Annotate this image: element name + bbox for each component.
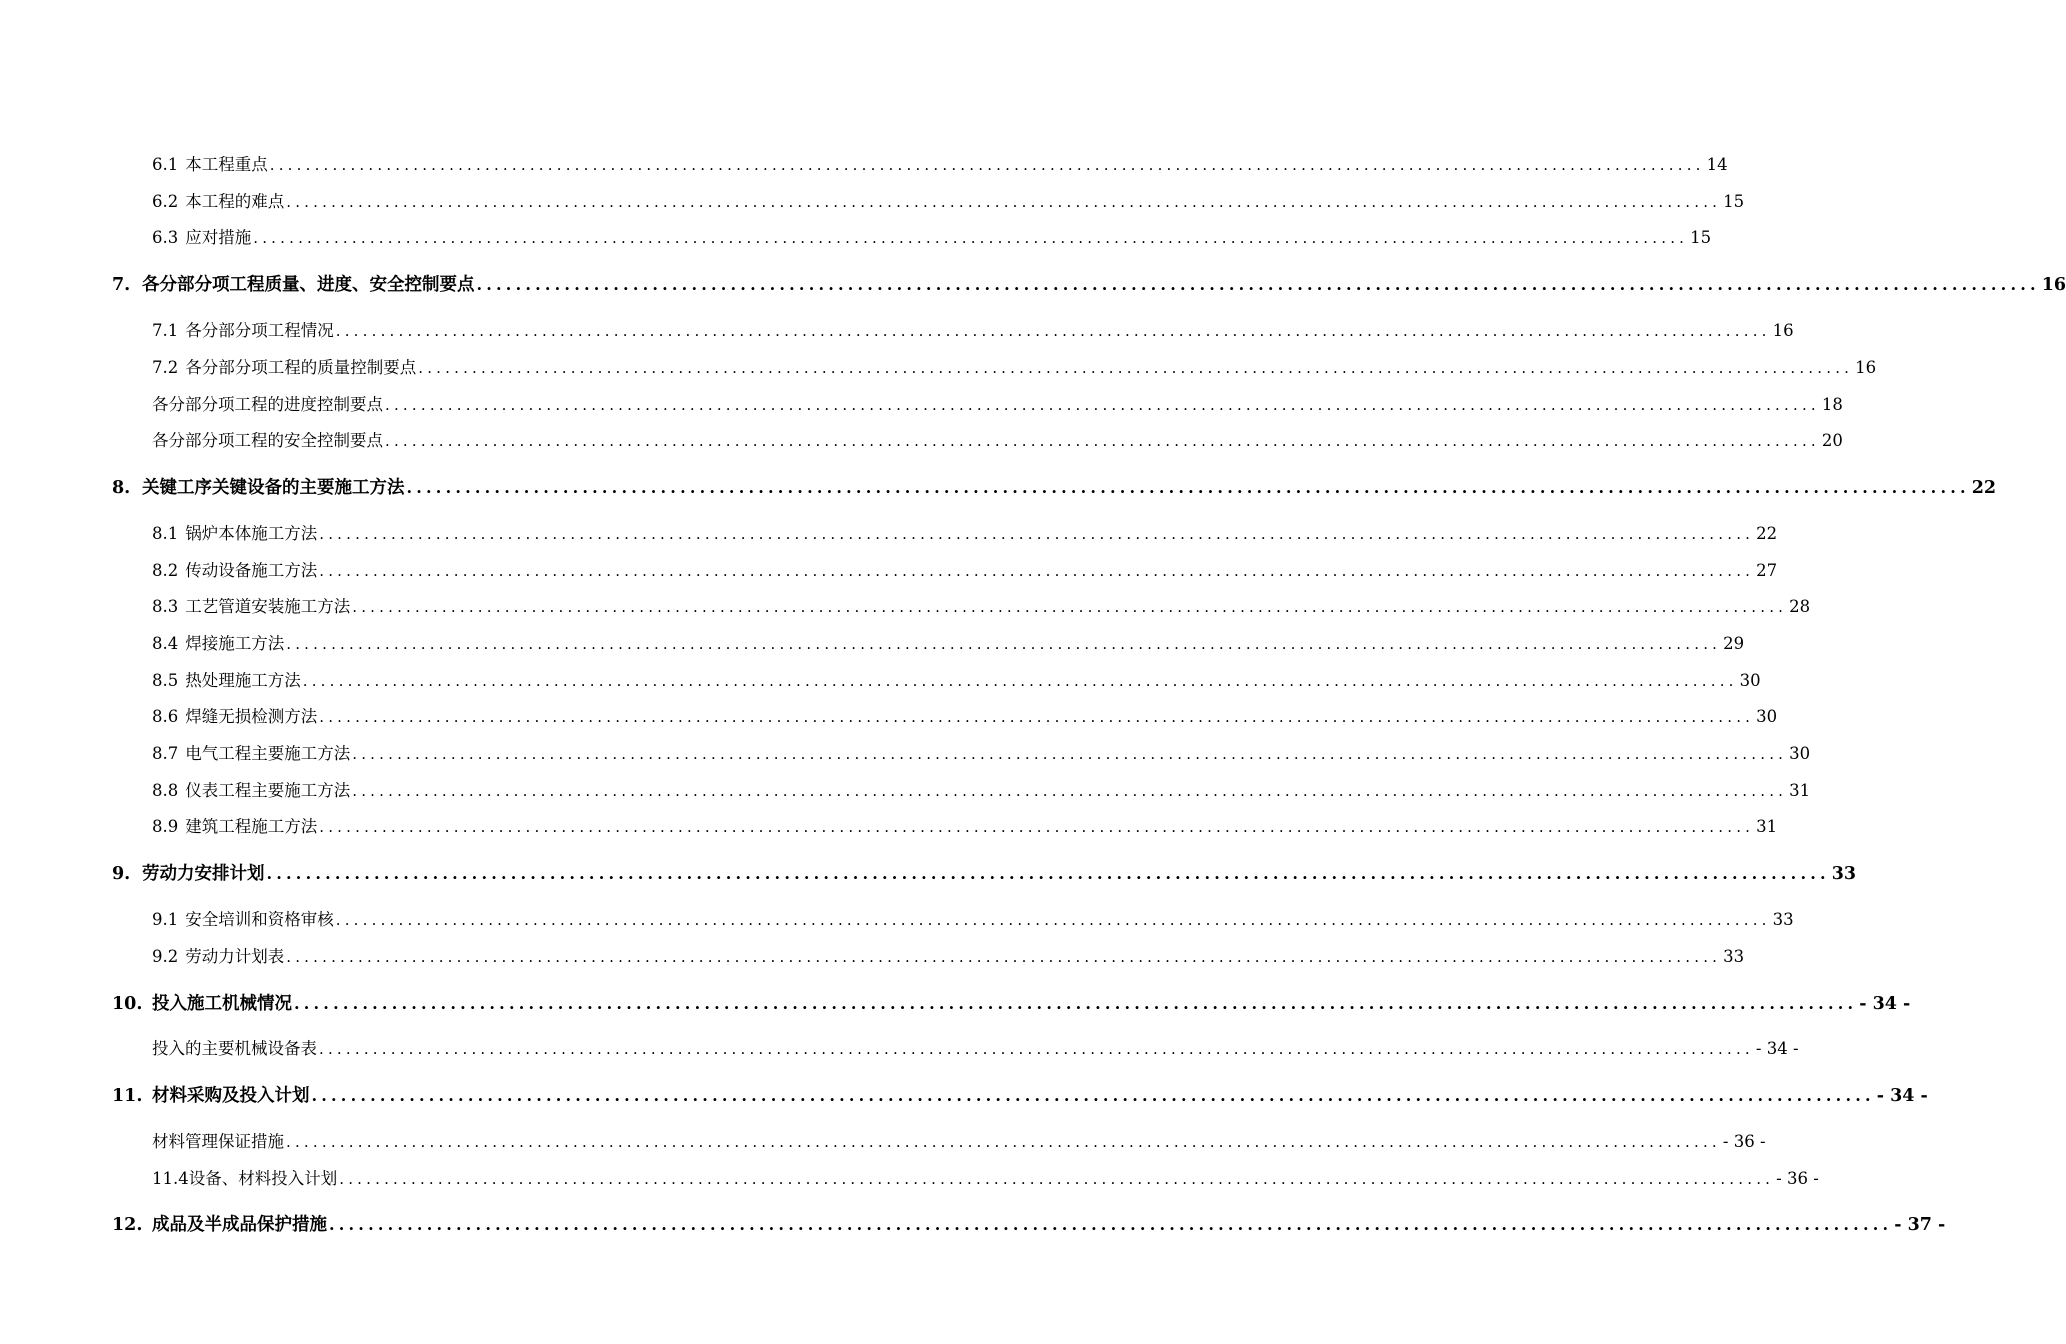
- toc-entry-number: 8.3: [152, 597, 179, 616]
- toc-page-number: 30: [1739, 671, 1761, 690]
- toc-entry-number: 9.: [112, 864, 131, 884]
- toc-page-number: - 37 -: [1894, 1215, 1946, 1235]
- toc-entry-title: 锅炉本体施工方法: [185, 524, 318, 543]
- toc-dot-leader: ................................................................................................................................................................: [319, 525, 1755, 543]
- toc-entry-number: 7.: [112, 275, 131, 295]
- toc-entry-number: 8.2: [152, 561, 179, 580]
- toc-dot-leader: ................................................................................................................................................................: [286, 635, 1722, 653]
- toc-entry-title: 工艺管道安装施工方法: [185, 597, 351, 616]
- toc-section-entry[interactable]: [152, 702, 1778, 728]
- toc-entry-title: 焊接施工方法: [185, 634, 285, 653]
- toc-section-entry[interactable]: [152, 1164, 1819, 1190]
- toc-dot-leader: ................................................................................................................................................................: [294, 994, 1858, 1013]
- toc-section-entry[interactable]: [152, 519, 1778, 545]
- toc-page-number: 22: [1756, 524, 1778, 543]
- toc-entry-number: 7.2: [152, 358, 179, 377]
- toc-entry-title: 本工程重点: [185, 155, 268, 174]
- toc-page-number: 16: [1855, 358, 1877, 377]
- toc-dot-leader: ................................................................................................................................................................: [253, 229, 1689, 247]
- toc-entry-title: 关键工序关键设备的主要施工方法: [142, 478, 405, 498]
- toc-dot-leader: ................................................................................................................................................................: [339, 1170, 1775, 1188]
- toc-page-number: 22: [1971, 478, 1997, 498]
- toc-page-number: 15: [1690, 228, 1712, 247]
- toc-page-number: 15: [1723, 192, 1745, 211]
- toc-dot-leader: ................................................................................................................................................................: [406, 478, 1970, 497]
- toc-entry-title: 成品及半成品保护措施: [152, 1215, 327, 1235]
- toc-page-number: 33: [1772, 910, 1794, 929]
- toc-dot-leader: ................................................................................................................................................................: [266, 864, 1830, 883]
- toc-entry-number: 8.6: [152, 707, 179, 726]
- toc-dot-leader: ................................................................................................................................................................: [302, 672, 1738, 690]
- toc-dot-leader: ................................................................................................................................................................: [352, 782, 1788, 800]
- toc-dot-leader: ................................................................................................................................................................: [418, 359, 1854, 377]
- toc-dot-leader: ................................................................................................................................................................: [286, 948, 1722, 966]
- toc-page-number: - 34 -: [1876, 1086, 1928, 1106]
- toc-page-number: 33: [1831, 864, 1857, 884]
- toc-section-entry[interactable]: [152, 942, 1745, 968]
- toc-entry-title: 各分部分项工程的质量控制要点: [185, 358, 417, 377]
- toc-entry-title: 建筑工程施工方法: [185, 817, 318, 836]
- toc-section-entry[interactable]: [152, 187, 1745, 213]
- toc-section-entry[interactable]: [152, 223, 1712, 249]
- toc-entry-title: 各分部分项工程的安全控制要点: [152, 431, 383, 450]
- toc-section-entry[interactable]: [152, 556, 1778, 582]
- toc-entry-number: 8.8: [152, 781, 179, 800]
- toc-dot-leader: ................................................................................................................................................................: [319, 562, 1755, 580]
- toc-section-entry[interactable]: [152, 316, 1794, 342]
- toc-entry-title: 11.4设备、材料投入计划: [152, 1169, 338, 1188]
- toc-entry-title: 劳动力安排计划: [142, 864, 265, 884]
- toc-section-entry[interactable]: [152, 150, 1728, 176]
- toc-entry-title: 投入的主要机械设备表: [152, 1039, 317, 1058]
- toc-entry-title: 安全培训和资格审核: [185, 910, 334, 929]
- toc-entry-title: 本工程的难点: [185, 192, 285, 211]
- toc-page-number: 30: [1789, 744, 1811, 763]
- toc-page-number: - 36 -: [1722, 1132, 1766, 1151]
- toc-entry-number: 6.2: [152, 192, 179, 211]
- toc-section-entry[interactable]: [152, 812, 1778, 838]
- toc-dot-leader: ................................................................................................................................................................: [286, 193, 1722, 211]
- toc-page-number: 31: [1756, 817, 1778, 836]
- toc-entry-title: 投入施工机械情况: [152, 994, 292, 1014]
- toc-dot-leader: ................................................................................................................................................................: [385, 396, 1820, 414]
- toc-chapter-entry[interactable]: [112, 1081, 1928, 1107]
- toc-dot-leader: ................................................................................................................................................................: [476, 275, 2040, 294]
- toc-entry-number: 10.: [112, 994, 143, 1014]
- toc-section-entry[interactable]: [152, 1034, 1799, 1060]
- toc-section-entry[interactable]: [152, 390, 1843, 416]
- toc-section-entry[interactable]: [152, 739, 1811, 765]
- toc-section-entry[interactable]: [152, 353, 1877, 379]
- toc-dot-leader: ................................................................................................................................................................: [329, 1215, 1893, 1234]
- toc-dot-leader: ................................................................................................................................................................: [319, 1040, 1754, 1058]
- toc-section-entry[interactable]: [152, 1127, 1766, 1153]
- toc-section-entry[interactable]: [152, 776, 1811, 802]
- toc-entry-title: 材料采购及投入计划: [152, 1086, 310, 1106]
- toc-entry-number: 11.: [112, 1086, 143, 1106]
- toc-page-number: 27: [1756, 561, 1778, 580]
- toc-chapter-entry[interactable]: [112, 473, 1997, 499]
- toc-chapter-entry[interactable]: [112, 989, 1911, 1015]
- toc-entry-number: 7.1: [152, 321, 179, 340]
- toc-entry-title: 各分部分项工程质量、进度、安全控制要点: [142, 275, 475, 295]
- toc-entry-number: 8.4: [152, 634, 179, 653]
- toc-page-number: 28: [1789, 597, 1811, 616]
- toc-page-number: 18: [1821, 395, 1843, 414]
- toc-page-number: 33: [1723, 947, 1745, 966]
- toc-dot-leader: ................................................................................................................................................................: [335, 322, 1771, 340]
- toc-entry-title: 传动设备施工方法: [185, 561, 318, 580]
- toc-chapter-entry[interactable]: [112, 859, 1857, 885]
- toc-page-number: 16: [1772, 321, 1794, 340]
- toc-dot-leader: ................................................................................................................................................................: [385, 432, 1820, 450]
- toc-entry-title: 焊缝无损检测方法: [185, 707, 318, 726]
- toc-entry-number: 9.1: [152, 910, 179, 929]
- toc-dot-leader: ................................................................................................................................................................: [286, 1133, 1721, 1151]
- toc-page-number: - 34 -: [1755, 1039, 1799, 1058]
- toc-chapter-entry[interactable]: [112, 1210, 1946, 1236]
- toc-dot-leader: ................................................................................................................................................................: [352, 598, 1788, 616]
- toc-entry-title: 电气工程主要施工方法: [185, 744, 351, 763]
- toc-entry-number: 6.3: [152, 228, 179, 247]
- toc-page-number: 14: [1706, 155, 1728, 174]
- toc-entry-number: 8.: [112, 478, 131, 498]
- toc-page-number: 31: [1789, 781, 1811, 800]
- toc-section-entry[interactable]: [152, 592, 1811, 618]
- toc-entry-number: 8.5: [152, 671, 179, 690]
- toc-entry-number: 8.9: [152, 817, 179, 836]
- toc-dot-leader: ................................................................................................................................................................: [319, 818, 1755, 836]
- toc-entry-title: 材料管理保证措施: [152, 1132, 284, 1151]
- toc-page-number: - 36 -: [1776, 1169, 1819, 1188]
- toc-page-number: 20: [1821, 431, 1843, 450]
- toc-dot-leader: ................................................................................................................................................................: [311, 1086, 1875, 1105]
- toc-entry-title: 各分部分项工程的进度控制要点: [152, 395, 383, 414]
- toc-dot-leader: ................................................................................................................................................................: [269, 156, 1705, 174]
- toc-entry-number: 6.1: [152, 155, 179, 174]
- toc-page-number: 29: [1723, 634, 1745, 653]
- toc-entry-number: 12.: [112, 1215, 143, 1235]
- toc-page-number: 16: [2041, 275, 2066, 295]
- toc-entry-number: 9.2: [152, 947, 179, 966]
- toc-page-number: 30: [1756, 707, 1778, 726]
- toc-entry-number: 8.7: [152, 744, 179, 763]
- toc-section-entry[interactable]: [152, 666, 1761, 692]
- toc-chapter-entry[interactable]: [112, 270, 2066, 296]
- toc-entry-title: 应对措施: [185, 228, 252, 247]
- toc-dot-leader: ................................................................................................................................................................: [335, 911, 1771, 929]
- toc-entry-title: 仪表工程主要施工方法: [185, 781, 351, 800]
- toc-page-number: - 34 -: [1859, 994, 1911, 1014]
- toc-section-entry[interactable]: [152, 426, 1843, 452]
- toc-entry-title: 劳动力计划表: [185, 947, 285, 966]
- toc-entry-number: 8.1: [152, 524, 179, 543]
- toc-dot-leader: ................................................................................................................................................................: [319, 708, 1755, 726]
- toc-section-entry[interactable]: [152, 905, 1794, 931]
- toc-entry-title: 各分部分项工程情况: [185, 321, 334, 340]
- toc-section-entry[interactable]: [152, 629, 1745, 655]
- toc-entry-title: 热处理施工方法: [185, 671, 301, 690]
- toc-dot-leader: ................................................................................................................................................................: [352, 745, 1788, 763]
